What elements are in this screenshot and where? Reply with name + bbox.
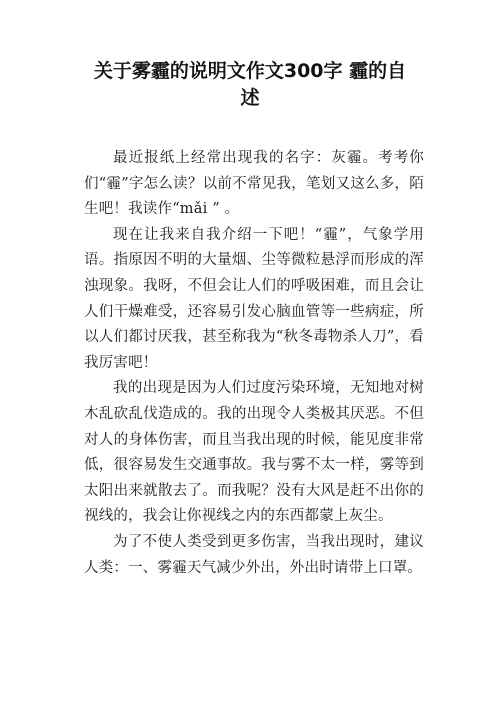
paragraph: 现在让我来自我介绍一下吧！“霾”，气象学用语。指原因不明的大量烟、尘等微粒悬浮而形成的浑浊现象。我呀，不但会让人们的呼吸困难，而且会让人们干燥难受，还容易引发心脑血管等一些病症，所以人们都讨厌我，甚至称我为“秋冬毒物杀人刀”，看我厉害吧！	[84, 226, 424, 371]
document-title	[60, 58, 440, 112]
paragraph: 为了不使人类受到更多伤害，当我出现时，建议人类：一、雾霾天气减少外出，外出时请带上口罩。	[84, 533, 424, 576]
title-line-2: 述	[240, 87, 260, 109]
document-body	[84, 146, 424, 581]
title-line-1: 关于雾霾的说明文作文300字 霾的自	[93, 60, 407, 82]
paragraph: 我的出现是因为人们过度污染环境，无知地对树木乱砍乱伐造成的。我的出现令人类极其厌恶。不但对人的身体伤害，而且当我出现的时候，能见度非常低，很容易发生交通事故。我与雾不太一样，雾等到太阳出来就散去了。而我呢？没有大风是赶不出你的视线的，我会让你视线之内的东西都蒙上灰尘。	[84, 380, 424, 525]
paragraph: 最近报纸上经常出现我的名字：灰霾。考考你们“霾”字怎么读？以前不常见我，笔划又这么多，陌生吧！我读作“mǎi ” 。	[84, 150, 424, 218]
